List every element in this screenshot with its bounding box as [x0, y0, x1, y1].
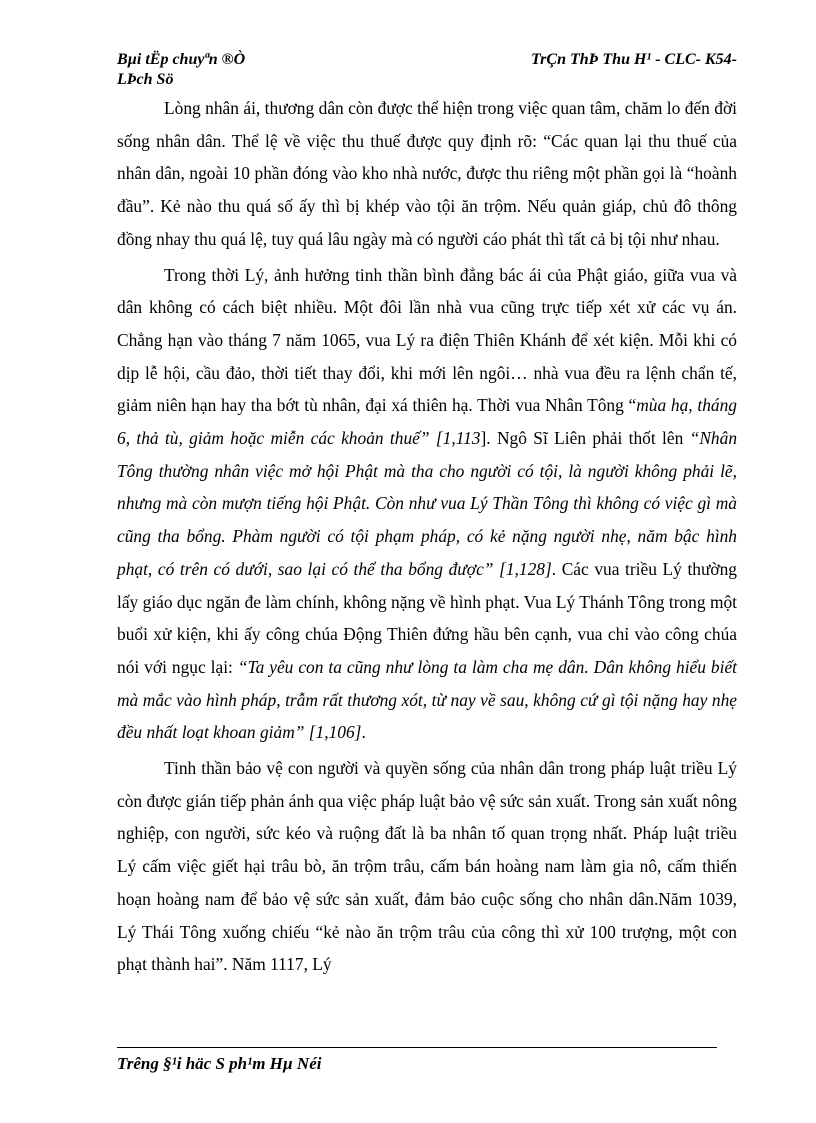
body-text: [117, 92, 737, 981]
header-left: [117, 50, 417, 90]
text-segment: ]. Ngô Sĩ Liên phải thốt lên: [480, 428, 690, 449]
paragraph-1: [117, 92, 737, 256]
header-left-line1: Bµi tËp chuyªn ®Ò: [117, 51, 246, 68]
text-segment: .: [361, 722, 366, 743]
footer-divider: [117, 1047, 717, 1048]
text-segment: Tinh thần bảo vệ con người và quyền sống của nhân dân trong pháp luật triều Lý còn được gián tiếp phản ánh qua việc pháp luật bảo vệ sức sản xuất. Trong sản xuất nông nghiệp, con người, sức kéo và ruộng đất là ba nhân tố quan trọng nhất. Pháp luật triều Lý cấm việc giết hại trâu bò, ăn trộm trâu, cấm bán hoàng nam làm gia nô, cấm thiến hoạn hoàng nam để bảo vệ sức sản xuất, đảm bảo cuộc sống cho nhân dân.Năm 1039, Lý Thái Tông xuống chiếu “kẻ nào ăn trộm trâu của công thì xử 100 trượng, một con phạt thành hai”. Năm 1117, Lý: [117, 758, 737, 975]
italic-quote: “Ta yêu con ta cũng như lòng ta làm cha mẹ dân. Dân không hiểu biết mà mắc vào hình pháp, trẫm rất thương xót, từ nay về sau, không cứ gì tội nặng hay nhẹ đều nhất loạt khoan giảm” [1,106]: [117, 656, 737, 743]
text-segment: . Các vua triều Lý thường lấy giáo dục ngăn đe làm chính, không nặng về hình phạt. Vua Lý Thánh Tông trong một buổi xử kiện, khi ấy công chúa Động Thiên đứng hầu bên cạnh, vua chỉ vào công chúa nói với ngục lại:: [117, 558, 737, 677]
italic-quote: “Nhân Tông thường nhân việc mở hội Phật mà tha cho người có tội, là người không phải lẽ, nhưng mà còn mượn tiếng hội Phật. Còn như vua Lý Thần Tông thì không có việc gì mà cũng tha bổng. Phàm người có tội phạm pháp, có kẻ nặng người nhẹ, năm bậc hình phạt, có trên có dưới, sao lại có thể tha bổng được” [1,128]: [117, 428, 738, 579]
paragraph-2: [117, 259, 737, 750]
header-right: TrÇn ThÞ Thu H¹ - CLC- K54-: [530, 51, 737, 68]
header-left-line2: LÞch Sö: [117, 71, 174, 88]
text-segment: Trong thời Lý, ảnh hưởng tinh thần bình đẳng bác ái của Phật giáo, giữa vua và dân không có cách biệt nhiều. Một đôi lần nhà vua cũng trực tiếp xét xử các vụ án. Chẳng hạn vào tháng 7 năm 1065, vua Lý ra điện Thiên Khánh để xét kiện. Mỗi khi có dịp lễ hội, cầu đảo, thời tiết thay đổi, khi mới lên ngôi… nhà vua đều ra lệnh chẩn tế, giảm niên hạn hay tha bớt tù nhân, đại xá thiên hạ. Thời vua Nhân Tông “: [117, 264, 737, 416]
paragraph-3: [117, 752, 737, 981]
page-footer: Trêng §¹i häc S ph¹m Hµ Néi: [117, 1054, 322, 1073]
text-segment: Lòng nhân ái, thương dân còn được thể hiện trong việc quan tâm, chăm lo đến đời sống nhân dân. Thể lệ về việc thu thuế được quy định rõ: “Các quan lại thu thuế của nhân dân, ngoài 10 phần đóng vào kho nhà nước, được thu riêng một phần gọi là “hoành đầu”. Kẻ nào thu quá số ấy thì bị khép vào tội ăn trộm. Nếu quản giáp, chủ đô thông đồng nhay thu quá lệ, tuy quá lâu ngày mà có người cáo phát thì tất cả bị tội như nhau.: [117, 98, 737, 249]
italic-quote: mùa hạ, tháng 6, thả tù, giảm hoặc miễn các khoản thuế” [1,113: [117, 395, 737, 449]
